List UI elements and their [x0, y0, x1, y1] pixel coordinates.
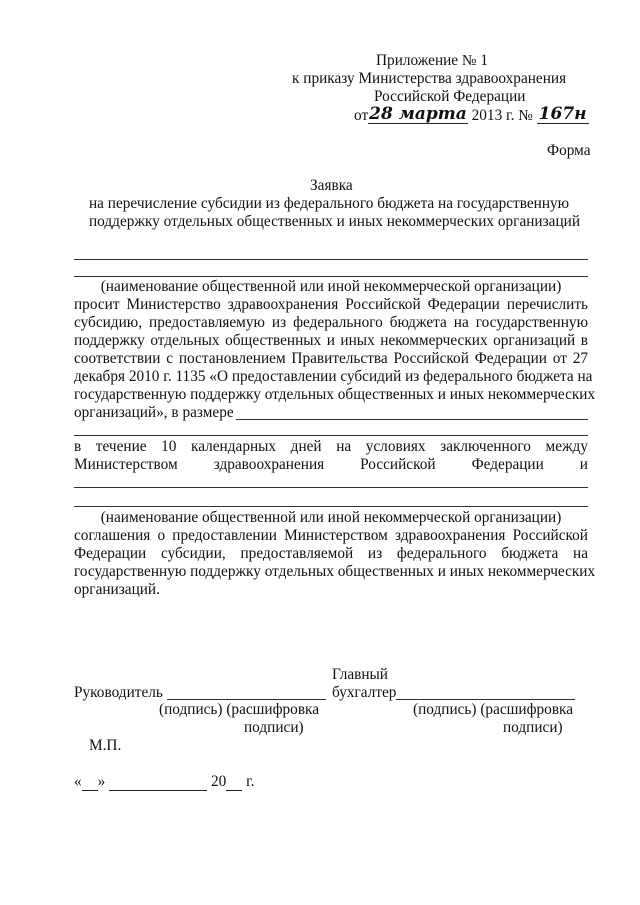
title-line-2: поддержку отдельных общественных и иных некоммерческих организаций	[89, 213, 581, 230]
amount-blank-line-2	[74, 435, 588, 436]
chief-label: Главный	[332, 666, 388, 683]
handwritten-date: 28 марта	[369, 104, 467, 124]
org-name-caption-1: (наименование общественной или иной некоммерческой организации)	[100, 278, 562, 295]
head-label: Руководитель	[74, 684, 163, 701]
appendix-label: Приложение № 1	[376, 52, 488, 69]
form-label: Форма	[547, 142, 591, 159]
month-blank	[109, 772, 207, 791]
order-line: к приказу Министерства здравоохранения	[292, 70, 567, 87]
year-suffix: г.	[246, 773, 255, 790]
stamp-place: М.П.	[89, 737, 122, 754]
amount-blank	[236, 419, 588, 420]
accountant-label: бухгалтер	[332, 684, 397, 701]
amount-label: организаций», в размере	[74, 404, 234, 421]
body-line: соглашения о предоставлении Министерством здравоохранения Российской	[74, 527, 588, 544]
title-line-1: на перечисление субсидии из федерального бюджета на государственную	[89, 195, 570, 212]
body-line: Министерством здравоохранения Российской Федерации и	[74, 456, 588, 473]
org-name-line-3	[74, 487, 588, 488]
org-name-caption-2: (наименование общественной или иной некоммерческой организации)	[100, 509, 562, 526]
open-quote: «	[74, 773, 82, 790]
handwritten-number: 167н	[538, 104, 587, 124]
accountant-signature-caption-2: подписи)	[503, 719, 563, 736]
body-line: соответствии с постановлением Правительства Российской Федерации от 27	[74, 350, 588, 367]
body-line: субсидию, предоставляемую из федерального бюджета на государственную	[74, 314, 588, 331]
body-line: государственную поддержку отдельных общественных и иных некоммерческих	[74, 386, 596, 403]
day-blank	[82, 772, 98, 791]
head-signature-line	[167, 699, 326, 700]
accountant-signature-line	[396, 699, 575, 700]
year-century: 20	[210, 773, 227, 790]
body-line: декабря 2010 г. 1135 «О предоставлении субсидий из федерального бюджета на	[74, 368, 593, 385]
head-signature-caption-2: подписи)	[244, 719, 304, 736]
close-quote: »	[97, 773, 106, 790]
org-name-line-1	[74, 259, 588, 260]
body-line: Федерации субсидии, предоставляемой из федерального бюджета на	[74, 545, 588, 562]
head-signature-caption: (подпись) (расшифровка	[159, 701, 320, 718]
application-date	[74, 773, 254, 792]
body-line: государственную поддержку отдельных общественных и иных некоммерческих	[74, 563, 596, 580]
date-prefix: от	[354, 107, 369, 124]
org-name-line-4	[74, 506, 588, 507]
order-year: 2013 г. №	[471, 107, 533, 124]
federation-line: Российской Федерации	[374, 88, 526, 105]
body-line: поддержку отдельных общественных и иных некоммерческих организаций в	[74, 332, 588, 349]
accountant-signature-caption: (подпись) (расшифровка	[413, 701, 574, 718]
title-word: Заявка	[310, 177, 353, 194]
org-name-line-2	[74, 276, 588, 277]
body-last-line: организаций.	[74, 581, 160, 598]
body-line: просит Министерство здравоохранения Российской Федерации перечислить	[74, 296, 588, 313]
order-date-line	[354, 106, 589, 125]
year-blank	[226, 772, 242, 791]
body-line: в течение 10 календарных дней на условиях заключенного между	[74, 438, 588, 455]
